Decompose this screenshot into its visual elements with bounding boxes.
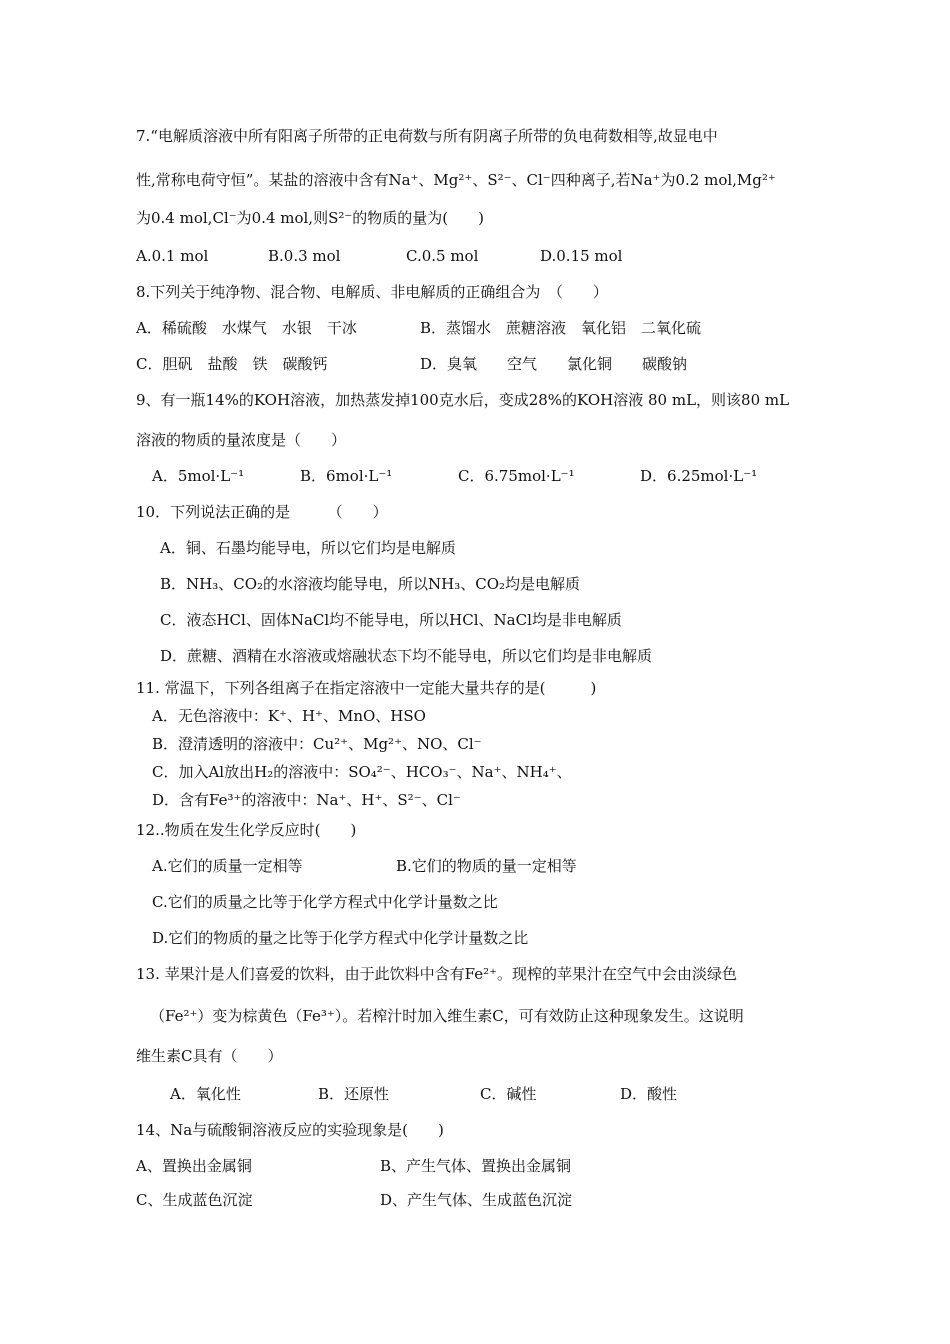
q7-line-3: 为0.4 mol,Cl⁻为0.4 mol,则S²⁻的物质的量为( ) — [136, 209, 484, 227]
q14-option-a: A、置换出金属铜 — [136, 1157, 252, 1175]
q7-line-1: 7.“电解质溶液中所有阳离子所带的正电荷数与所有阴离子所带的负电荷数相等,故显电中 — [136, 127, 718, 145]
q13-option-d: D．酸性 — [620, 1085, 678, 1103]
q9-line-1: 9、有一瓶14%的KOH溶液，加热蒸发掉100克水后，变成28%的KOH溶液 80 mL，则该80 mL — [136, 391, 790, 409]
q12-stem: 12..物质在发生化学反应时( ) — [136, 821, 357, 839]
q13-line-3: 维生素C具有（ ） — [136, 1047, 283, 1065]
q8-option-b: B．蒸馏水 蔗糖溶液 氧化铝 二氧化硫 — [420, 319, 702, 337]
q11-stem: 11. 常温下，下列各组离子在指定溶液中一定能大量共存的是( ) — [136, 679, 597, 697]
q12-option-a: A.它们的质量一定相等 — [152, 857, 303, 875]
q11-option-c: C．加入Al放出H₂的溶液中：SO₄²⁻、HCO₃⁻、Na⁺、NH₄⁺、 — [152, 763, 572, 781]
q11-option-a: A．无色溶液中：K⁺、H⁺、MnO、HSO — [152, 707, 426, 725]
q13-line-2: （Fe²⁺）变为棕黄色（Fe³⁺）。若榨汁时加入维生素C，可有效防止这种现象发生。这说明 — [150, 1007, 744, 1025]
q7-option-a: A.0.1 mol — [136, 247, 209, 265]
q10-stem: 10．下列说法正确的是 （ ） — [136, 503, 388, 521]
q13-option-b: B．还原性 — [318, 1085, 390, 1103]
q10-option-d: D．蔗糖、酒精在水溶液或熔融状态下均不能导电，所以它们均是非电解质 — [160, 647, 653, 665]
q14-option-c: C、生成蓝色沉淀 — [136, 1191, 253, 1209]
q12-option-b: B.它们的物质的量一定相等 — [396, 857, 577, 875]
q7-line-2: 性,常称电荷守恒”。某盐的溶液中含有Na⁺、Mg²⁺、S²⁻、Cl⁻四种离子,若Na⁺为0.2 mol,Mg²⁺ — [136, 171, 776, 189]
q12-option-c: C.它们的质量之比等于化学方程式中化学计量数之比 — [152, 893, 498, 911]
q9-option-b: B．6mol·L⁻¹ — [300, 467, 393, 485]
q14-option-d: D、产生气体、生成蓝色沉淀 — [380, 1191, 573, 1209]
q8-option-d: D．臭氧 空气 氯化铜 碳酸钠 — [420, 355, 688, 373]
q9-option-a: A．5mol·L⁻¹ — [152, 467, 245, 485]
q8-option-c: C．胆矾 盐酸 铁 碳酸钙 — [136, 355, 328, 373]
q9-option-c: C．6.75mol·L⁻¹ — [458, 467, 575, 485]
q8-option-a: A．稀硫酸 水煤气 水银 干冰 — [136, 319, 357, 337]
q7-option-d: D.0.15 mol — [540, 247, 623, 265]
q14-option-b: B、产生气体、置换出金属铜 — [380, 1157, 572, 1175]
q7-option-c: C.0.5 mol — [406, 247, 479, 265]
q10-option-b: B．NH₃、CO₂的水溶液均能导电，所以NH₃、CO₂均是电解质 — [160, 575, 581, 593]
q7-option-b: B.0.3 mol — [268, 247, 341, 265]
q8-stem: 8.下列关于纯净物、混合物、电解质、非电解质的正确组合为 （ ） — [136, 283, 608, 301]
q13-line-1: 13. 苹果汁是人们喜爱的饮料，由于此饮料中含有Fe²⁺。现榨的苹果汁在空气中会由淡绿色 — [136, 965, 738, 983]
q12-option-d: D.它们的物质的量之比等于化学方程式中化学计量数之比 — [152, 929, 529, 947]
q13-option-c: C．碱性 — [480, 1085, 537, 1103]
q9-line-2: 溶液的物质的量浓度是（ ） — [136, 431, 347, 449]
q14-stem: 14、Na与硫酸铜溶液反应的实验现象是( ) — [136, 1121, 444, 1139]
q11-option-d: D．含有Fe³⁺的溶液中：Na⁺、H⁺、S²⁻、Cl⁻ — [152, 791, 461, 809]
q10-option-a: A．铜、石墨均能导电，所以它们均是电解质 — [160, 539, 456, 557]
q10-option-c: C．液态HCl、固体NaCl均不能导电，所以HCl、NaCl均是非电解质 — [160, 611, 622, 629]
q13-option-a: A．氧化性 — [170, 1085, 241, 1103]
q11-option-b: B．澄清透明的溶液中：Cu²⁺、Mg²⁺、NO、Cl⁻ — [152, 735, 482, 753]
q9-option-d: D．6.25mol·L⁻¹ — [640, 467, 758, 485]
